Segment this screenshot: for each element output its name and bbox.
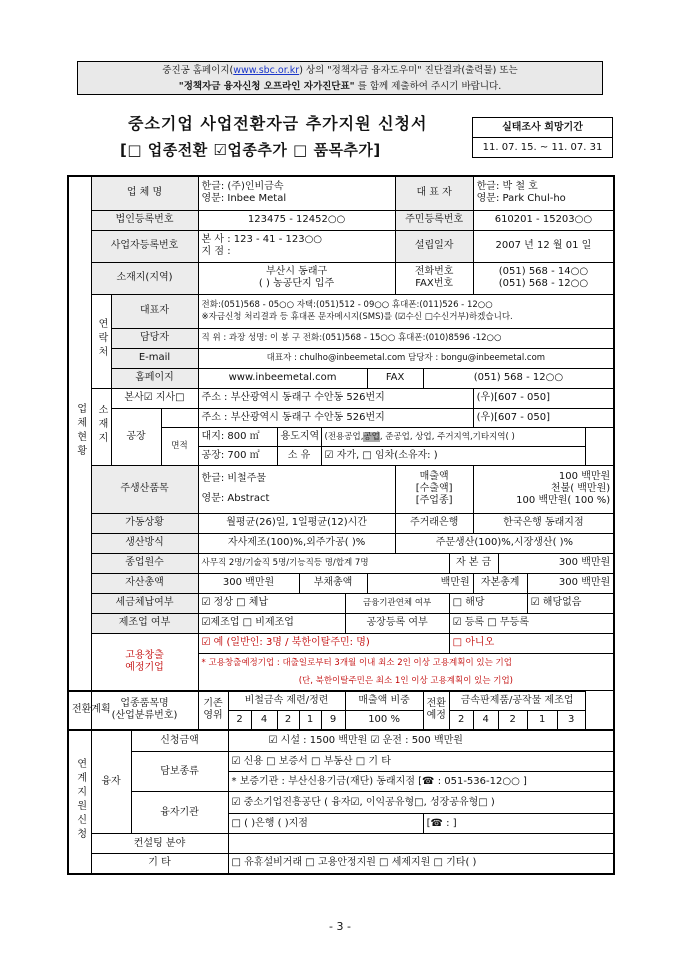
institution-field-1[interactable]: ☑ 중소기업진흥공단 ( 융자☑, 이익공유형□, 성장공유형□ ) [228, 792, 614, 814]
section-location: 소재지 [91, 388, 111, 465]
biz-no-label: 사업자등록번호 [91, 230, 198, 262]
employment-note-2: (단, 북한이탈주민은 최소 1인 이상 고용계획이 있는 기업) [198, 672, 614, 691]
factory-reg-label: 공장등록 여부 [345, 613, 449, 633]
products-label: 주생산품목 [91, 465, 198, 513]
new-code-digit[interactable]: 1 [527, 710, 557, 730]
address-field[interactable]: 부산시 동래구 ( ) 농공단지 입주 [198, 262, 395, 294]
amount-field[interactable]: ☑ 시설 : 1500 백만원 ☑ 운전 : 500 백만원 [228, 730, 614, 752]
employees-field[interactable]: 사무직 2명/기술직 5명/기능직등 명/합계 7명 [198, 553, 449, 573]
hq-zip-field[interactable]: (우)[607 - 050] [473, 388, 614, 408]
capital-label: 자 본 금 [449, 553, 498, 573]
rep-name-field[interactable]: 한글: 박 철 호 영문: Park Chul-ho [473, 176, 614, 210]
share-label: 매출액 비중 [345, 691, 423, 710]
mfg-label: 제조업 여부 [91, 613, 198, 633]
zoning-field[interactable]: (전용공업,공업, 준공업, 상업, 주거지역,기타지역( ) [321, 427, 585, 446]
area-label: 면적 [161, 427, 198, 465]
application-table [67, 175, 615, 875]
homepage-field[interactable]: www.inbeemetal.com [198, 368, 367, 388]
products-field[interactable]: 한글: 비철주물 영문: Abstract [198, 465, 395, 513]
homepage-label: 홈페이지 [111, 368, 198, 388]
factory-zip-field[interactable]: (우)[607 - 050] [473, 408, 614, 427]
institution-tel-field[interactable]: [☎ : ] [423, 814, 614, 834]
operation-status-label: 가동상황 [91, 513, 198, 533]
existing-label: 기존 영위 [198, 691, 228, 730]
zoning-label: 용도지역 [277, 427, 321, 446]
factory-reg-field[interactable]: ☑ 등록 □ 무등록 [449, 613, 614, 633]
operation-status-field[interactable]: 월평균(26)일, 1일평균(12)시간 [198, 513, 395, 533]
period-label: 실태조사 희망기간 [473, 118, 612, 138]
contact-staff-label: 담당자 [111, 328, 198, 348]
employment-note-1: * 고용창출예정기업 : 대출일로부터 3개월 이내 최소 2인 이상 고용계획이 있는 기업 [198, 653, 614, 672]
notice-bold: "정책자금 융자신청 오프라인 자가진단표" [178, 81, 355, 92]
contact-email-label: E-mail [111, 348, 198, 368]
section-contact: 연락처 [91, 294, 111, 388]
capital-field[interactable]: 300 백만원 [498, 553, 614, 573]
hq-address-field[interactable]: 주소 : 부산광역시 동래구 수안동 526번지 [198, 388, 473, 408]
employment-label: 고용창출 예정기업 [91, 633, 198, 690]
notice-box [77, 61, 603, 95]
new-label: 전환 예정 [423, 691, 449, 730]
factory-address-field[interactable]: 주소 : 부산광역시 동래구 수안동 526번지 [198, 408, 473, 427]
contact-fax-label: FAX [367, 368, 423, 388]
section-conversion-plan: 전환계획 [68, 691, 91, 730]
employment-no-field[interactable]: □ 아니오 [449, 633, 614, 653]
existing-code-digit[interactable]: 2 [228, 710, 251, 730]
homepage-link[interactable]: www.sbc.or.kr [233, 65, 300, 76]
assets-field[interactable]: 300 백만원 [198, 573, 299, 593]
corp-no-field[interactable]: 123475 - 12452○○ [198, 210, 395, 230]
sales-labels: 매출액 [수출액] [주업종] [395, 465, 473, 513]
inspection-period-box [472, 117, 613, 158]
section-loan: 연계지원신청 [68, 730, 91, 874]
debt-label: 부채총액 [299, 573, 367, 593]
employees-label: 종업원수 [91, 553, 198, 573]
equity-label: 자본총계 [473, 573, 527, 593]
institution-field-2[interactable]: □ ( )은행 ( )지점 [228, 814, 423, 834]
notice-text: 를 함께 제출하여 주시기 바랍니다. [357, 81, 502, 92]
debt-field[interactable]: 백만원 [367, 573, 473, 593]
item-name-label: 업종품목명 (산업분류번호) [91, 691, 198, 730]
main-bank-field[interactable]: 한국은행 동래지점 [473, 513, 614, 533]
factory-area-field[interactable]: 공장: 700 ㎡ [198, 446, 277, 465]
existing-item-name[interactable]: 비철금속 제련/정련 [228, 691, 345, 710]
new-code-digit[interactable]: 3 [557, 710, 585, 730]
existing-code-digit[interactable]: 2 [277, 710, 299, 730]
est-date-label: 설립일자 [395, 230, 473, 262]
consulting-field[interactable] [228, 834, 614, 854]
section-company-status: 업체현황 [68, 176, 91, 690]
notice-text: 중진공 홈페이지( [162, 65, 234, 76]
company-name-field[interactable]: 한글: (주)인비금속 영문: Inbee Metal [198, 176, 395, 210]
existing-code-digit[interactable]: 9 [321, 710, 345, 730]
production-self-field[interactable]: 자사제조(100)%,외주가공( )% [198, 533, 395, 553]
share-field[interactable]: 100 % [345, 710, 423, 730]
collateral-label: 담보종류 [131, 752, 228, 792]
land-area-field[interactable]: 대지: 800 ㎡ [198, 427, 277, 446]
phone-fax-field[interactable]: (051) 568 - 14○○ (051) 568 - 12○○ [473, 262, 614, 294]
ownership-label: 소 유 [277, 446, 321, 465]
hq-branch-choice[interactable]: 본사☑ 지사□ [111, 388, 198, 408]
loan-sub-label: 융자 [91, 730, 131, 834]
ownership-field[interactable]: ☑ 자가, □ 임차(소유자: ) [321, 446, 585, 465]
est-date-field[interactable]: 2007 년 12 월 01 일 [473, 230, 614, 262]
form-subtitle: [□ 업종전환 ☑업종추가 □ 품목추가] [120, 141, 381, 159]
period-value[interactable]: 11. 07. 15. ~ 11. 07. 31 [482, 142, 603, 153]
overdue-yes-field[interactable]: □ 해당 [449, 593, 527, 613]
tax-field[interactable]: ☑ 정상 □ 체납 [198, 593, 345, 613]
equity-field[interactable]: 300 백만원 [527, 573, 614, 593]
existing-code-digit[interactable]: 1 [299, 710, 321, 730]
amount-label: 신청금액 [131, 730, 228, 752]
resident-no-label: 주민등록번호 [395, 210, 473, 230]
collateral-field[interactable]: ☑ 신용 □ 보증서 □ 부동산 □ 기 타 [228, 752, 614, 772]
mfg-field[interactable]: ☑제조업 □ 비제조업 [198, 613, 345, 633]
production-order-field[interactable]: 주문생산(100)%,시장생산( )% [395, 533, 614, 553]
contact-fax-field[interactable]: (051) 568 - 12○○ [423, 368, 614, 388]
overdue-label: 금융기관연체 여부 [345, 593, 449, 613]
new-code-digit[interactable]: 2 [449, 710, 473, 730]
contact-rep-field[interactable]: 전화:(051)568 - 05○○ 자택:(051)512 - 09○○ 휴대폰:(011)526 - 12○○ ※자금신청 처리결과 등 휴대폰 문자메시지(SMS)를 (☑수신 □수신거부)하겠습니다. [198, 294, 614, 328]
resident-no-field[interactable]: 610201 - 15203○○ [473, 210, 614, 230]
page-number: - 3 - [329, 920, 351, 933]
notice-text: ) 상의 "정책자금 융자도우미" 진단결과(출력물) 또는 [299, 65, 518, 76]
etc-field[interactable]: □ 유휴설비거래 □ 고용안정지원 □ 세제지원 □ 기타( ) [228, 854, 614, 874]
new-item-name[interactable]: 금속판제품/공작물 제조업 [449, 691, 585, 710]
main-bank-label: 주거래은행 [395, 513, 473, 533]
corp-no-label: 법인등록번호 [91, 210, 198, 230]
rep-label: 대 표 자 [395, 176, 473, 210]
form-title: 중소기업 사업전환자금 추가지원 신청서 [128, 114, 428, 133]
etc-label: 기 타 [91, 854, 228, 874]
overdue-no-field[interactable]: ☑ 해당없음 [527, 593, 614, 613]
assets-label: 자산총액 [91, 573, 198, 593]
contact-email-field[interactable]: 대표자 : chulho@inbeemetal.com 담당자 : bongu@inbeemetal.com [198, 348, 614, 368]
institution-label: 융자기관 [131, 792, 228, 834]
existing-code-digit[interactable]: 4 [251, 710, 277, 730]
contact-staff-field[interactable]: 직 위 : 과장 성명: 이 봉 구 전화:(051)568 - 15○○ 휴대폰:(010)8596 -12○○ [198, 328, 614, 348]
company-name-label: 업 체 명 [91, 176, 198, 210]
biz-no-field[interactable]: 본 사 : 123 - 41 - 123○○ 지 점 : [198, 230, 395, 262]
production-method-label: 생산방식 [91, 533, 198, 553]
employment-yes-field[interactable]: ☑ 예 (일반인: 3명 / 북한이탈주민: 명) [198, 633, 449, 653]
new-code-digit[interactable]: 4 [473, 710, 498, 730]
address-label: 소재지(지역) [91, 262, 198, 294]
guarantee-field[interactable]: * 보증기관 : 부산신용기금(재단) 동래지점 [☎ : 051-536-12○○ ] [228, 772, 614, 792]
sales-field[interactable]: 100 백만원 천불( 백만원) 100 백만원( 100 %) [473, 465, 614, 513]
new-code-digit[interactable]: 2 [498, 710, 527, 730]
tax-label: 세금체납여부 [91, 593, 198, 613]
phone-fax-labels: 전화번호 FAX번호 [395, 262, 473, 294]
blank-cell [161, 408, 198, 427]
consulting-label: 컨설팅 분야 [91, 834, 228, 854]
contact-rep-label: 대표자 [111, 294, 198, 328]
factory-label: 공장 [111, 408, 161, 465]
